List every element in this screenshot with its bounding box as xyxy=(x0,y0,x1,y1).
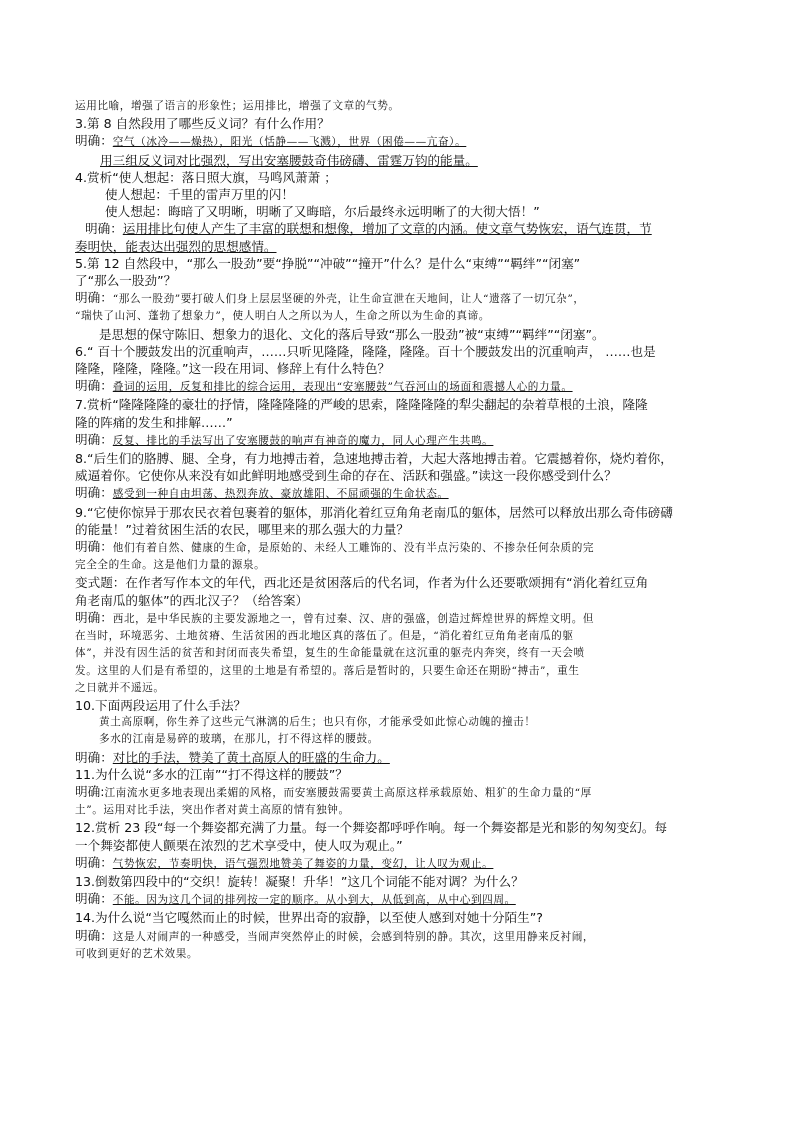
answer-label: 明确： xyxy=(75,378,113,394)
variant-answer xyxy=(75,609,723,628)
variant-question-cont: 角老南瓜的躯体”的西北汉子？（给答案） xyxy=(75,592,309,608)
answer-label: 明确： xyxy=(75,927,113,943)
variant-answer-l5: 之日就并不遥远。 xyxy=(75,681,165,694)
variant-question: 变式题：在作者写作本文的年代，西北还是贫困落后的代名词，作者为什么还要歌颂拥有“消化着红豆角 xyxy=(75,575,649,591)
answer-label: 明确： xyxy=(85,221,123,237)
q8-answer xyxy=(75,484,723,503)
q5-answer xyxy=(75,289,723,308)
q3-answer-2: 用三组反义词对比强烈，写出安塞腰鼓奇伟磅礴、雷霆万钧的能量。 xyxy=(100,152,478,168)
q5-answer-cont: “瑞快了山河、蓬勃了想象力”，使人明白人之所以为人，生命之所以为生命的真谛。 xyxy=(75,310,491,323)
q4-line-2: 使人想起：千里的雷声万里的闪！ xyxy=(105,187,294,203)
answer-text: 反复、排比的手法写出了安塞腰鼓的响声有神奇的魔力，同人心理产生共鸣。 xyxy=(112,434,494,447)
document-page xyxy=(75,98,723,963)
q13-question: 13.倒数第四段中的“交织！旋转！凝聚！升华！”这几个词能不能对调？为什么？ xyxy=(75,873,524,889)
intro-answer: 运用比喻，增强了语言的形象性；运用排比，增强了文章的气势。 xyxy=(75,100,400,112)
q11-question: 11.为什么说“多水的江南”“打不得这样的腰鼓”？ xyxy=(75,766,348,782)
q9-question-cont: 的能量！”过着贫困生活的农民，哪里来的那么强大的力量？ xyxy=(75,521,409,537)
answer-label: 明确： xyxy=(75,431,113,447)
answer-label: 明确： xyxy=(75,749,113,765)
q7-question: 7.赏析“隆隆隆隆的豪壮的抒情，隆隆隆隆的严峻的思索，隆隆隆隆的犁尖翻起的杂着草根的土浪，隆隆 xyxy=(75,397,648,413)
answer-text: 西北，是中华民族的主要发源地之一，曾有过秦、汉、唐的强盛，创造过辉煌世界的辉煌文明。但 xyxy=(112,612,595,625)
variant-answer-l4: 发。这里的人们是有希望的，这里的土地是有希望的。落后是暂时的，只要生命还在期盼“搏击”，重生 xyxy=(75,664,580,677)
q10-quote-1: 黄土高原啊，你生养了这些元气淋漓的后生；也只有你，才能承受如此惊心动魄的撞击！ xyxy=(99,716,536,729)
answer-label: 明确： xyxy=(75,290,113,306)
q12-question: 12.赏析 23 段“每一个舞姿都充满了力量。每一个舞姿都呼呼作响。每一个舞姿都是光和影的匆匆变幻。每 xyxy=(75,820,668,836)
answer-text: 感受到一种自由坦荡、热烈奔放、豪放雄阳、不屈顽强的生命状态。 xyxy=(112,488,449,501)
answer-label: 明确： xyxy=(75,133,113,149)
answer-label: 明确： xyxy=(75,891,113,907)
q6-answer xyxy=(75,377,723,396)
q5-answer-2: 是思想的保守陈旧、想象力的退化、文化的落后导致“那么一股劲”被“束缚”“羁绊”“闭塞”。 xyxy=(99,326,605,342)
q10-question: 10.下面两段运用了什么手法？ xyxy=(75,697,247,713)
q4-line-3: 使人想起：晦暗了又明晰，明晰了又晦暗，尔后最终永远明晰了的大彻大悟！” xyxy=(105,204,540,220)
answer-label: 明确： xyxy=(75,485,113,501)
q8-question-cont: 威逼着你。它使你从来没有如此鲜明地感受到生命的存在、活跃和强盛。”读这一段你感受到什么？ xyxy=(75,468,617,484)
q9-answer-cont: 完全全的生命。这是他们力量的源泉。 xyxy=(75,559,266,572)
q4-answer-cont: 奏明快，能表达出强烈的思想感情。 xyxy=(75,238,277,254)
q5-question-cont: 了“那么一股劲”？ xyxy=(75,273,177,289)
q4-answer xyxy=(75,220,723,237)
answer-label: 明确： xyxy=(75,609,113,625)
q5-question: 5.第 12 自然段中，“那么一股劲”要“挣脱”“冲破”“撞开”什么？是什么“束缚”“羁绊”“闭塞” xyxy=(75,255,581,271)
q12-question-cont: 一个舞姿都使人颤栗在浓烈的艺术享受中，使人叹为观止。” xyxy=(75,837,403,853)
answer-label: 明确： xyxy=(75,539,113,555)
answer-text: 空气（冰冷——燥热），阳光（恬静——飞溅），世界（困倦——亢奋）。 xyxy=(112,136,467,149)
q12-answer xyxy=(75,854,723,873)
variant-answer-l2: 在当时，环境恶劣、土地贫瘠、生活贫困的西北地区真的落伍了。但是，“消化着红豆角角老南瓜的躯 xyxy=(75,630,574,643)
q11-answer-cont: 土”。运用对比手法，突出作者对黄土高原的情有独钟。 xyxy=(75,804,350,817)
q9-question: 9.“它使你惊异于那农民衣着包裹着的躯体，那消化着红豆角角老南瓜的躯体，居然可以释放出那么奇伟磅礴 xyxy=(75,504,673,520)
q14-answer xyxy=(75,927,723,946)
q7-question-cont: 隆的阵痛的发生和排解……” xyxy=(75,414,233,430)
q7-answer xyxy=(75,431,723,450)
answer-text: 不能。因为这几个词的排列按一定的顺序。从小到大，从低到高，从中心到四周。 xyxy=(112,894,516,907)
q10-answer xyxy=(75,749,723,766)
answer-text: 叠词的运用，反复和排比的综合运用，表现出“安塞腰鼓”气吞河山的场面和震撼人心的力量。 xyxy=(112,381,573,394)
q3-question: 3.第 8 自然段用了哪些反义词？有什么作用？ xyxy=(75,116,330,132)
q6-question: 6.“ 百十个腰鼓发出的沉重响声，……只听见隆隆，隆隆，隆隆。百十个腰鼓发出的沉重响声， ……也是 xyxy=(75,343,656,359)
answer-text: 他们有着自然、健康的生命，是原始的、未经人工雕饰的、没有半点污染的、不掺杂任何杂质的完 xyxy=(112,542,595,555)
q6-question-cont: 隆隆，隆隆，隆隆。”这一段在用词、修辞上有什么特色？ xyxy=(75,361,391,377)
answer-text: 对比的手法，赞美了黄土高原人的旺盛的生命力。 xyxy=(112,749,390,765)
answer-label: 明确: xyxy=(75,783,105,799)
q13-answer xyxy=(75,890,723,909)
answer-label: 明确： xyxy=(75,854,113,870)
q4-question: 4.赏析“使人想起：落日照大旗，马鸣风萧萧 ； xyxy=(75,169,337,185)
q9-answer xyxy=(75,538,723,557)
q14-question: 14.为什么说“当它嘎然而止的时候，世界出奇的寂静，以至使人感到对她十分陌生”? xyxy=(75,910,543,926)
answer-text: 江南流水更多地表现出柔媚的风格，而安塞腰鼓需要黄土高原这样承载原始、粗犷的生命力量的“厚 xyxy=(104,786,592,799)
q11-answer xyxy=(75,783,723,802)
answer-text: 气势恢宏，节奏明快，语气强烈地赞美了舞姿的力量，变幻，让人叹为观止。 xyxy=(112,857,494,870)
q10-quote-2: 多水的江南是易碎的玻璃，在那儿，打不得这样的腰鼓。 xyxy=(99,733,379,746)
q8-question: 8.“后生们的胳膊、腿、全身，有力地搏击着，急速地搏击着，大起大落地搏击着。它震撼着你，烧灼着你， xyxy=(75,451,673,467)
answer-text: 这是人对闹声的一种感受，当闹声突然停止的时候，会感到特别的静。其次，这里用静来反衬闹， xyxy=(112,930,595,943)
variant-answer-l3: 体”，并没有因生活的贫苦和封闭而丧失希望，复生的生命能量就在这沉重的躯壳内奔突，终有一天会喷 xyxy=(75,647,585,660)
answer-text: “那么一股劲”要打破人们身上层层坚硬的外壳，让生命宣泄在天地间，让人“遗落了一切冗杂”， xyxy=(112,293,585,306)
q14-answer-cont: 可收到更好的艺术效果。 xyxy=(75,947,199,960)
q3-answer xyxy=(75,132,723,151)
answer-text: 运用排比句使人产生了丰富的联想和想像，增加了文章的内涵。使文章气势恢宏，语气连贯，节 xyxy=(122,221,652,237)
